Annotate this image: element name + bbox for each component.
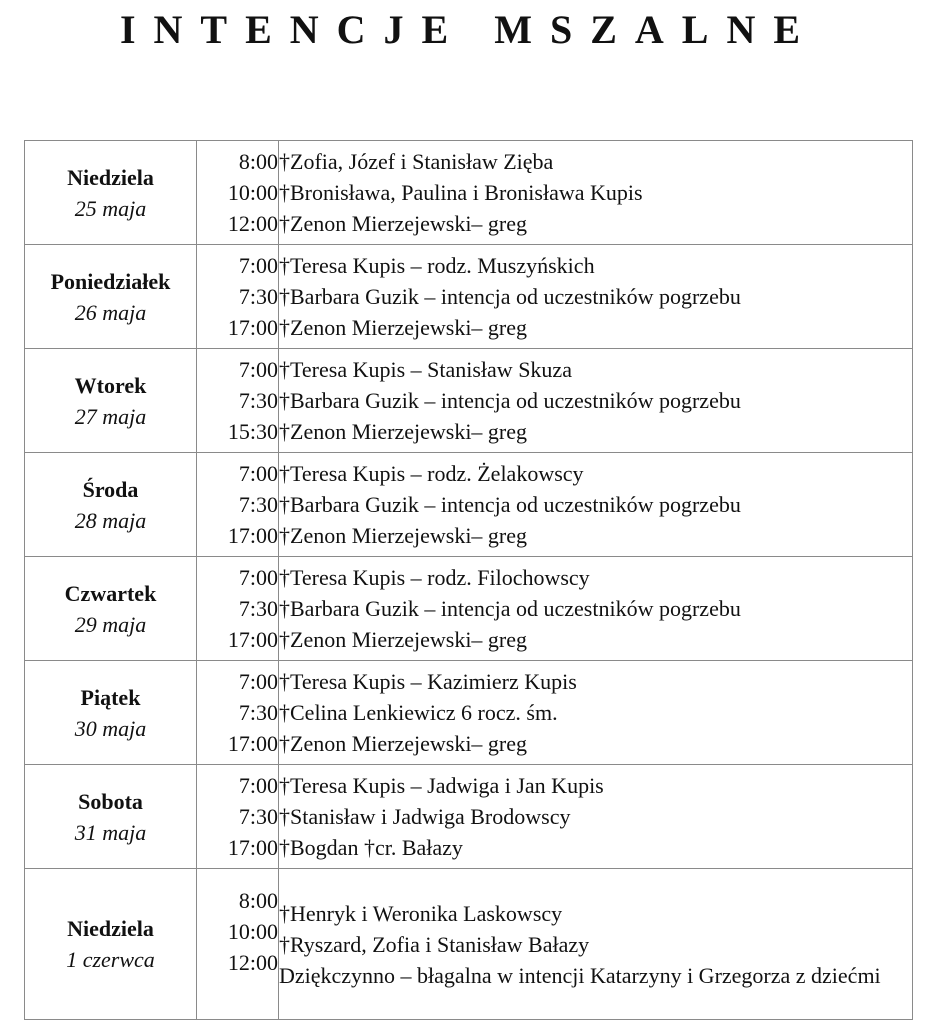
day-cell — [25, 661, 197, 765]
times-cell — [197, 869, 279, 1020]
intentions-cell — [279, 453, 913, 557]
day-date: 25 maja — [74, 195, 147, 221]
mass-time: 12:00 — [227, 211, 278, 236]
times-cell — [197, 349, 279, 453]
intention: †Teresa Kupis – Jadwiga i Jan Kupis — [279, 773, 604, 798]
mass-time: 10:00 — [227, 919, 278, 944]
table-row — [25, 869, 913, 1020]
times-cell — [197, 661, 279, 765]
day-date: 28 maja — [74, 507, 147, 533]
day-date: 27 maja — [74, 403, 147, 429]
table-row — [25, 765, 913, 869]
intention: †Stanisław i Jadwiga Brodowscy — [279, 804, 571, 829]
mass-time: 7:30 — [238, 388, 278, 413]
times-cell — [197, 557, 279, 661]
day-cell — [25, 453, 197, 557]
day-cell — [25, 869, 197, 1020]
mass-time: 17:00 — [227, 731, 278, 756]
mass-time: 10:00 — [227, 180, 278, 205]
mass-time: 12:00 — [227, 950, 278, 975]
intention: †Teresa Kupis – Stanisław Skuza — [279, 357, 572, 382]
mass-time: 17:00 — [227, 835, 278, 860]
intention: †Bronisława, Paulina i Bronisława Kupis — [279, 180, 643, 205]
intentions-cell — [279, 661, 913, 765]
mass-time: 7:30 — [238, 804, 278, 829]
table-row — [25, 453, 913, 557]
day-name: Wtorek — [74, 372, 147, 398]
day-date: 26 maja — [74, 299, 147, 325]
intention: †Barbara Guzik – intencja od uczestników pogrzebu — [279, 492, 741, 517]
day-name: Niedziela — [67, 916, 154, 941]
mass-time: 7:00 — [238, 253, 278, 278]
day-cell — [25, 141, 197, 245]
intention: †Zenon Mierzejewski– greg — [279, 419, 528, 444]
mass-time: 7:30 — [238, 596, 278, 621]
mass-time: 17:00 — [227, 315, 278, 340]
day-cell — [25, 245, 197, 349]
intention: †Ryszard, Zofia i Stanisław Bałazy — [279, 931, 590, 957]
intention: †Zenon Mierzejewski– greg — [279, 315, 528, 340]
intention: †Zenon Mierzejewski– greg — [279, 627, 528, 652]
intention: †Celina Lenkiewicz 6 rocz. śm. — [279, 700, 558, 725]
intention: †Teresa Kupis – rodz. Filochowscy — [279, 565, 590, 590]
mass-time: 8:00 — [238, 888, 278, 913]
page-title: INTENCJE MSZALNE — [119, 7, 819, 52]
table-row — [25, 141, 913, 245]
mass-time: 7:00 — [238, 357, 278, 382]
table-row — [25, 557, 913, 661]
day-date: 30 maja — [74, 715, 147, 741]
mass-time: 7:00 — [238, 461, 278, 486]
intention: †Bogdan †cr. Bałazy — [279, 835, 463, 860]
intention: †Zenon Mierzejewski– greg — [279, 523, 528, 548]
intentions-cell — [279, 141, 913, 245]
intentions-cell — [279, 869, 913, 1020]
day-date: 1 czerwca — [66, 947, 155, 972]
mass-time: 8:00 — [238, 149, 278, 174]
day-name: Piątek — [80, 684, 141, 710]
day-cell — [25, 349, 197, 453]
mass-time: 17:00 — [227, 627, 278, 652]
day-date: 31 maja — [74, 819, 147, 845]
mass-time: 7:30 — [238, 700, 278, 725]
intention: †Barbara Guzik – intencja od uczestników pogrzebu — [279, 284, 741, 309]
intention: †Zenon Mierzejewski– greg — [279, 731, 528, 756]
intention: Dziękczynno – błagalna w intencji Katarzyny i Grzegorza z dziećmi — [279, 962, 881, 988]
intention: †Zenon Mierzejewski– greg — [279, 211, 528, 236]
mass-time: 15:30 — [227, 419, 278, 444]
day-name: Sobota — [78, 788, 143, 814]
intention: †Henryk i Weronika Laskowscy — [279, 900, 563, 926]
mass-time: 17:00 — [227, 523, 278, 548]
day-name: Środa — [82, 476, 139, 502]
intention: †Teresa Kupis – rodz. Muszyńskich — [279, 253, 595, 278]
intention: †Teresa Kupis – Kazimierz Kupis — [279, 669, 577, 694]
mass-intentions-table — [24, 140, 913, 1020]
intentions-cell — [279, 557, 913, 661]
table-row — [25, 245, 913, 349]
intentions-cell — [279, 765, 913, 869]
mass-time: 7:00 — [238, 773, 278, 798]
table-row — [25, 661, 913, 765]
day-date: 29 maja — [74, 611, 147, 637]
mass-time: 7:30 — [238, 492, 278, 517]
times-cell — [197, 245, 279, 349]
times-cell — [197, 141, 279, 245]
day-name: Niedziela — [67, 164, 154, 190]
day-cell — [25, 557, 197, 661]
day-cell — [25, 765, 197, 869]
table-row — [25, 349, 913, 453]
mass-time: 7:00 — [238, 669, 278, 694]
times-cell — [197, 453, 279, 557]
mass-time: 7:00 — [238, 565, 278, 590]
mass-time: 7:30 — [238, 284, 278, 309]
intention: †Barbara Guzik – intencja od uczestników pogrzebu — [279, 596, 741, 621]
intention: †Teresa Kupis – rodz. Żelakowscy — [279, 461, 584, 486]
intentions-cell — [279, 349, 913, 453]
intentions-cell — [279, 245, 913, 349]
day-name: Czwartek — [64, 580, 157, 606]
intention: †Barbara Guzik – intencja od uczestników pogrzebu — [279, 388, 741, 413]
intention: †Zofia, Józef i Stanisław Zięba — [279, 149, 554, 174]
day-name: Poniedziałek — [50, 268, 171, 294]
times-cell — [197, 765, 279, 869]
